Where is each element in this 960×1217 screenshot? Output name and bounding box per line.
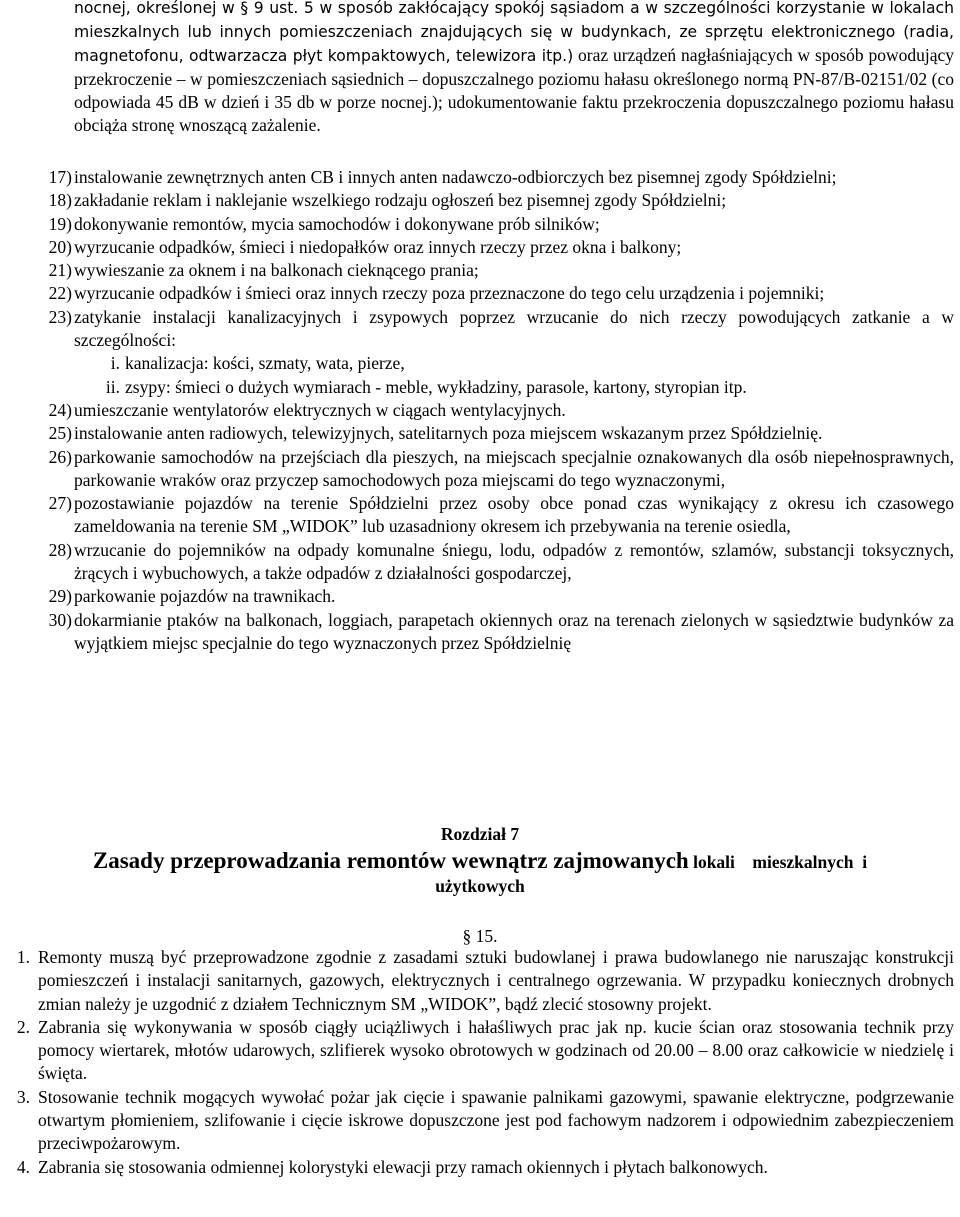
chapter-number: Rozdział 7 [440, 824, 520, 844]
list-item [18, 282, 954, 305]
list-item-text: parkowanie pojazdów na trawnikach. [74, 586, 336, 607]
list-item [18, 446, 954, 493]
list-item [18, 422, 954, 445]
rule-item-text: Stosowanie technik mogących wywołać pożar jak cięcie i spawanie palnikami gazowymi, spawanie elektryczne, podgrzewanie otwartym płomieniem, szlifowanie i cięcie iskrowe dopuszczone jest pod fachowym nadzorem i odpowiednim zabezpieczeniem przeciwpożarowym. [38, 1086, 954, 1154]
list-item [18, 259, 954, 282]
list-item-number: 28) [48, 539, 72, 560]
list-item-text: parkowanie samochodów na przejściach dla pieszych, na miejscach specjalnie oznakowanych dla osób niepełnosprawnych, parkowanie wraków oraz przyczep samochodowych poza miejscami do tego wyznaczonymi, [74, 446, 954, 490]
intro-text-part-b: oraz urządzeń nagłaśniających w sposób powodujący przekroczenie – w pomieszczeniach sąsiednich – dopuszczalnego poziomu hałasu określonego normą PN-87/B-02151/02 (co odpowiada 45 dB w dzień i 35 db w porze nocnej.); udokumentowanie faktu przekroczenia dopuszczalnego poziomu hałasu obciąża stronę wnoszącą zażalenie. [74, 44, 954, 135]
list-item [18, 236, 954, 259]
list-item-text: wyrzucanie odpadków, śmieci i niedopałków oraz innych rzeczy przez okna i balkony; [74, 236, 682, 257]
list-item-number: 27) [48, 493, 72, 514]
chapter-title-tail: lokali mieszkalnych i [688, 852, 868, 872]
sub-list-item-number: ii. [105, 376, 120, 397]
rule-item-text: Remonty muszą być przeprowadzone zgodnie z zasadami sztuki budowlanej i prawa budowlanego nie naruszając konstrukcji pomieszczeń i instalacji sanitarnych, gazowych, elektrycznych i centralnego ogrzewania. W przypadku koniecznych drobnych zmian należy je uzgodnić z działem Technicznym SM „WIDOK”, bądź zlecić stosowny projekt. [38, 947, 954, 1014]
sub-list-item-text: kanalizacja: kości, szmaty, wata, pierze, [125, 353, 405, 374]
list-item-text: wywieszanie za oknem i na balkonach cieknącego prania; [74, 260, 479, 281]
list-item-number: 19) [48, 213, 72, 234]
list-item-number: 29) [48, 586, 72, 607]
rule-item-text: Zabrania się stosowania odmiennej kolorystyki elewacji przy ramach okiennych i płytach balkonowych. [38, 1156, 768, 1177]
list-item-text: dokarmianie ptaków na balkonach, loggiach, parapetach okiennych oraz na terenach zielonych w sąsiedztwie budynków za wyjątkiem miejsc specjalnie do tego wyznaczonych przez Spółdzielnię [74, 609, 954, 653]
sub-list-item [18, 352, 954, 375]
sub-list-item [18, 376, 954, 399]
list-item-number: 18) [48, 190, 72, 211]
list-item-number: 25) [48, 423, 72, 444]
list-item-text: wrzucanie do pojemników na odpady komunalne śniegu, lodu, odpadów z remontów, szlamów, substancji toksycznych, żrących i wybuchowych, a także odpadów z działalności gospodarczej, [74, 539, 954, 584]
rule-item [0, 1156, 954, 1179]
rule-item-number: 4. [16, 1156, 30, 1177]
list-item [18, 213, 954, 236]
intro-text-part-a: nocnej, określonej w § 9 ust. 5 w sposób zakłócający spokój sąsiadom a w szczególności korzystanie w lokalach mieszkalnych lub innych pomieszczeniach znajdujących się w budynkach, ze sprzętu elektronicznego (radia, magnetofonu, odtwarzacza płyt kompaktowych, telewizora itp.) [74, 0, 954, 65]
list-item [18, 189, 954, 212]
sub-list-item-text: zsypy: śmieci o dużych wymiarach - meble, wykładziny, parasole, kartony, styropian itp. [125, 376, 747, 397]
rule-item [0, 946, 954, 1016]
prohibitions-list [18, 166, 954, 655]
list-item [18, 492, 954, 539]
sub-list-item-number: i. [110, 353, 120, 374]
list-item [18, 585, 954, 608]
rule-item [0, 1016, 954, 1086]
rule-item [0, 1086, 954, 1156]
list-item-number: 20) [48, 236, 72, 257]
list-item-text: pozostawianie pojazdów na terenie Spółdzielni przez osoby obce ponad czas wynikający z okresu ich czasowego zameldowania na terenie SM „WIDOK” lub uzasadniony okresem ich przebywania na terenie osiedla, [74, 493, 954, 537]
list-item [18, 609, 954, 656]
rule-item-number: 1. [16, 947, 30, 967]
rule-item-text: Zabrania się wykonywania w sposób ciągły uciążliwych i hałaśliwych prac jak np. kucie ścian oraz stosowania technik przy pomocy wiertarek, młotów udarowych, szlifierek wysoko obrotowych w godzinach od 20.00 – 8.00 oraz całkowicie w niedzielę i święta. [38, 1016, 954, 1084]
list-item-text: wyrzucanie odpadków i śmieci oraz innych rzeczy poza przeznaczone do tego celu urządzenia i pojemniki; [74, 283, 825, 304]
list-item-number: 22) [48, 283, 72, 304]
list-item [18, 166, 954, 189]
list-item-number: 23) [48, 306, 72, 327]
list-item-number: 17) [48, 167, 72, 187]
chapter-title-line2: użytkowych [435, 876, 525, 896]
list-item-text: dokonywanie remontów, mycia samochodów i dokonywane prób silników; [74, 213, 600, 234]
intro-paragraph [74, 0, 954, 136]
chapter-title-main: Zasady przeprowadzania remontów wewnątrz zajmowanych [92, 848, 689, 873]
rule-item-number: 3. [16, 1086, 30, 1107]
list-item-text: instalowanie zewnętrznych anten CB i innych anten nadawczo-odbiorczych bez pisemnej zgody Spółdzielni; [74, 167, 837, 187]
list-item-text: zatykanie instalacji kanalizacyjnych i zsypowych poprzez wrzucanie do nich rzeczy powodujących zatkanie a w szczególności: [74, 306, 954, 351]
list-item-number: 30) [48, 609, 72, 630]
list-item-number: 24) [48, 399, 72, 420]
list-item [18, 399, 954, 422]
rule-item-number: 2. [16, 1016, 30, 1037]
chapter-title [0, 848, 960, 875]
renovation-rules-list [0, 946, 954, 1179]
list-item-text: instalowanie anten radiowych, telewizyjnych, satelitarnych poza miejscem wskazanym przez Spółdzielnię. [74, 423, 823, 444]
list-item-text: zakładanie reklam i naklejanie wszelkiego rodzaju ogłoszeń bez pisemnej zgody Spółdzielni; [74, 190, 727, 211]
list-item [18, 306, 954, 353]
list-item-text: umieszczanie wentylatorów elektrycznych w ciągach wentylacyjnych. [74, 399, 566, 420]
list-item [18, 539, 954, 586]
list-item-number: 26) [48, 446, 72, 467]
list-item-number: 21) [48, 260, 72, 281]
paragraph-number: § 15. [462, 926, 498, 946]
